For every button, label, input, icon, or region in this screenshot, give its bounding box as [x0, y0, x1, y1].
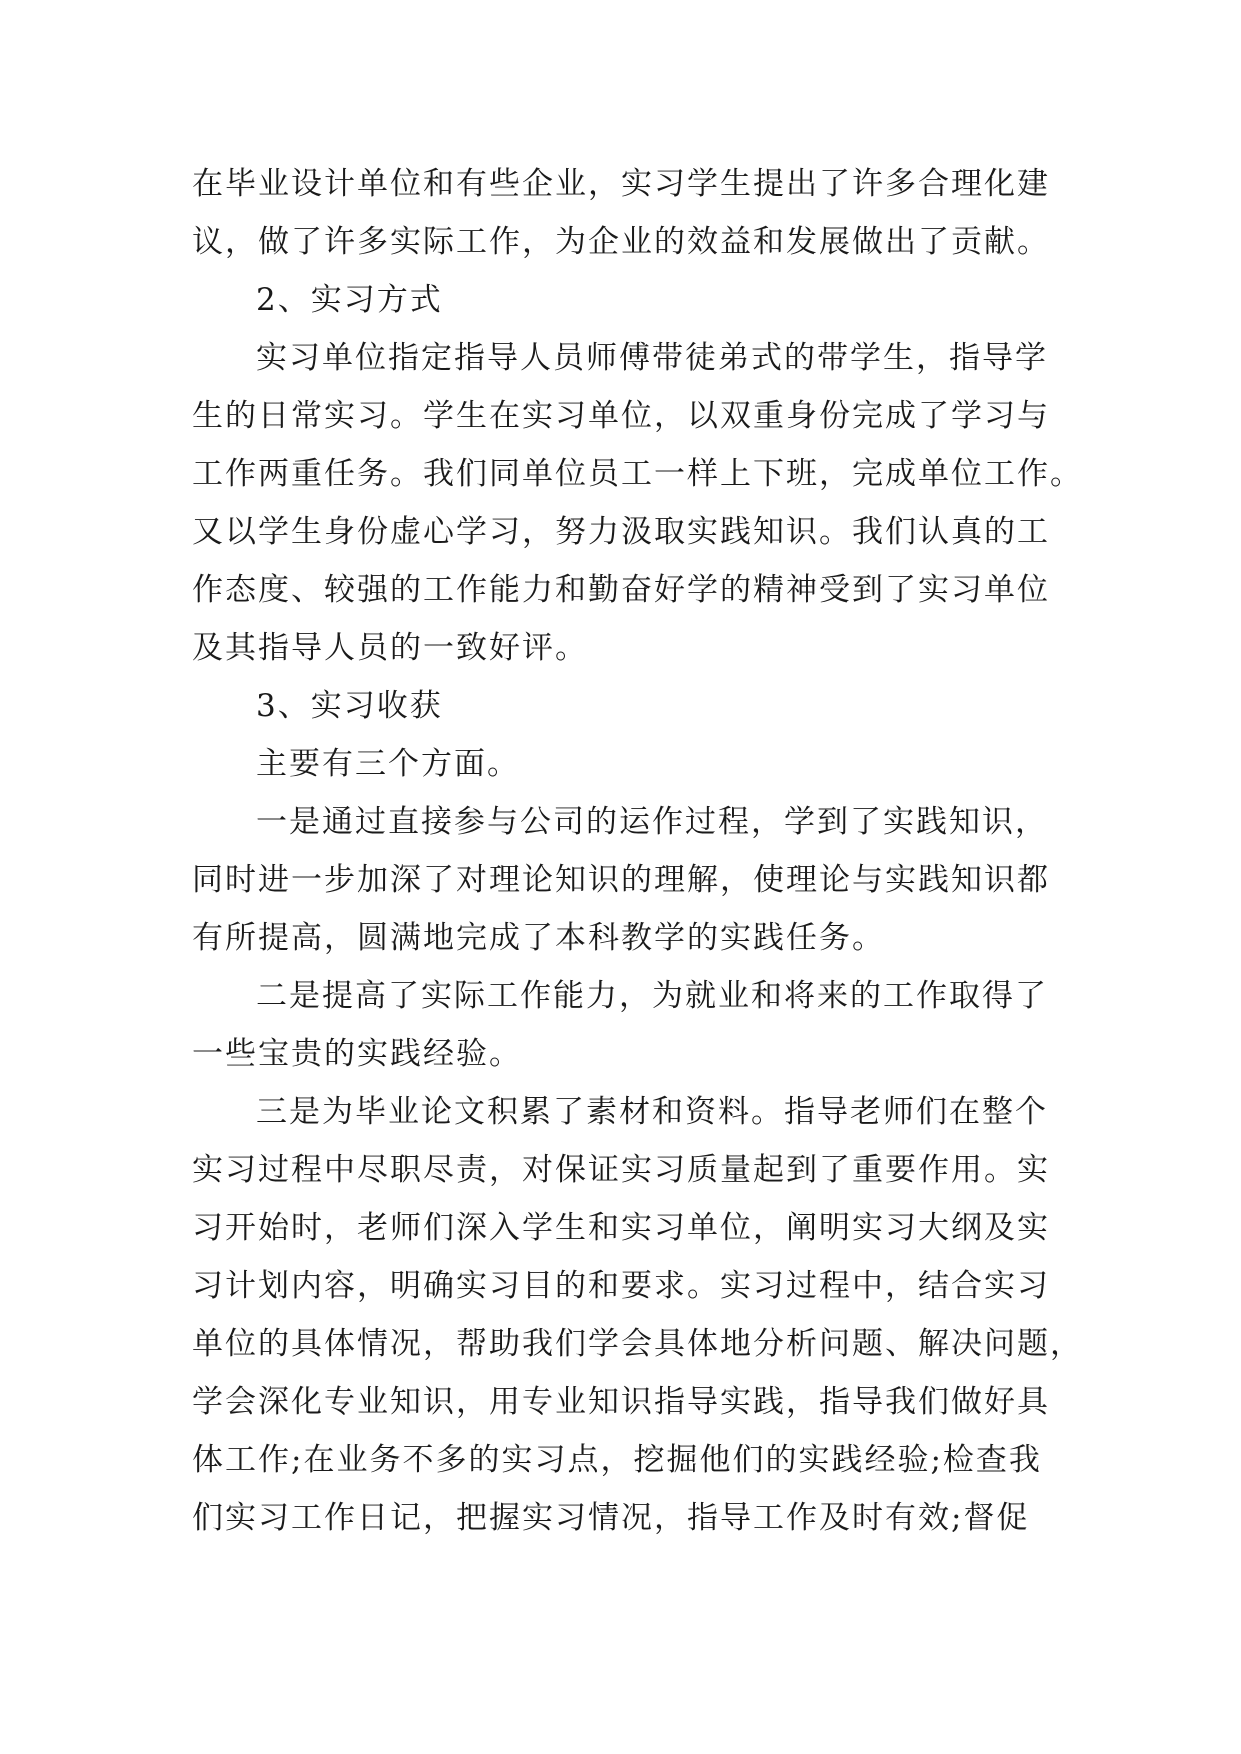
text-line: 生的日常实习。学生在实习单位，以双重身份完成了学习与: [192, 398, 1050, 434]
text-line: 议，做了许多实际工作，为企业的效益和发展做出了贡献。: [192, 224, 1050, 260]
text-line: 有所提高，圆满地完成了本科教学的实践任务。: [192, 920, 885, 956]
text-line: 一是通过直接参与公司的运作过程，学到了实践知识，: [256, 804, 1048, 840]
text-line: 体工作;在业务不多的实习点，挖掘他们的实践经验;检查我: [192, 1442, 1042, 1478]
text-line: 主要有三个方面。: [256, 746, 520, 782]
text-line: 工作两重任务。我们同单位员工一样上下班，完成单位工作。: [192, 456, 1083, 492]
text-line: 实习单位指定指导人员师傅带徒弟式的带学生，指导学: [256, 340, 1048, 376]
text-line: 在毕业设计单位和有些企业，实习学生提出了许多合理化建: [192, 166, 1050, 202]
text-line: 及其指导人员的一致好评。: [192, 630, 588, 666]
text-line: 单位的具体情况，帮助我们学会具体地分析问题、解决问题，: [192, 1326, 1083, 1362]
text-line: 二是提高了实际工作能力，为就业和将来的工作取得了: [256, 978, 1048, 1014]
section-heading: 2、实习方式: [256, 282, 443, 318]
text-line: 作态度、较强的工作能力和勤奋好学的精神受到了实习单位: [192, 572, 1050, 608]
text-line: 习开始时，老师们深入学生和实习单位，阐明实习大纲及实: [192, 1210, 1050, 1246]
text-line: 三是为毕业论文积累了素材和资料。指导老师们在整个: [256, 1094, 1048, 1130]
text-line: 们实习工作日记，把握实习情况，指导工作及时有效;督促: [192, 1500, 1030, 1536]
text-line: 学会深化专业知识，用专业知识指导实践，指导我们做好具: [192, 1384, 1050, 1420]
text-line: 实习过程中尽职尽责，对保证实习质量起到了重要作用。实: [192, 1152, 1050, 1188]
document-page: [192, 155, 1083, 1547]
text-line: 同时进一步加深了对理论知识的理解，使理论与实践知识都: [192, 862, 1050, 898]
text-line: 又以学生身份虚心学习，努力汲取实践知识。我们认真的工: [192, 514, 1050, 550]
text-line: 习计划内容，明确实习目的和要求。实习过程中，结合实习: [192, 1268, 1050, 1304]
text-line: 一些宝贵的实践经验。: [192, 1036, 522, 1072]
section-heading: 3、实习收获: [256, 688, 443, 724]
